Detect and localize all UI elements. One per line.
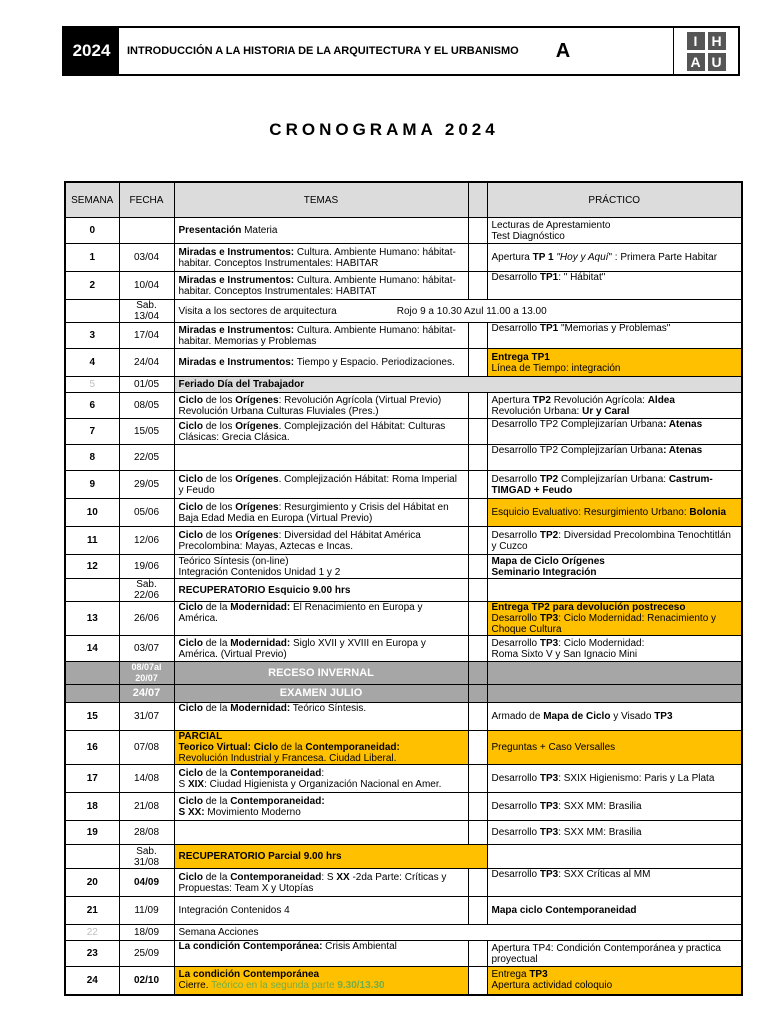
practice-cell: Armado de Mapa de Ciclo y Visado TP3	[487, 703, 742, 731]
topic-cell: Semana Acciones	[174, 925, 742, 941]
practice-cell: Desarrollo TP3: SXX MM: Brasilia	[487, 821, 742, 845]
week-number: 22	[65, 925, 119, 941]
table-row	[65, 636, 742, 662]
week-date: 22/05	[119, 445, 174, 471]
table-row	[65, 555, 742, 579]
spacer-cell	[468, 793, 487, 821]
ihau-logo	[673, 28, 738, 74]
year-label: 2024	[64, 28, 119, 74]
week-date: 14/08	[119, 765, 174, 793]
spacer-cell	[468, 218, 487, 244]
week-number: 10	[65, 499, 119, 527]
practice-cell: Lecturas de Aprestamiento Test Diagnóstico	[487, 218, 742, 244]
week-number: 20	[65, 869, 119, 897]
topic-cell: Ciclo de la Modernidad: Teórico Síntesis.	[174, 703, 468, 731]
topic-cell: Ciclo de los Orígenes. Complejización del Hábitat: Culturas Clásicas: Grecia Clásica.	[174, 419, 468, 445]
week-number	[65, 579, 119, 602]
week-date: 07/08	[119, 731, 174, 765]
table-row	[65, 602, 742, 636]
topic-cell: La condición Contemporánea Cierre. Teórico en la segunda parte 9.30/13.30	[174, 967, 468, 995]
week-date: Sab. 13/04	[119, 300, 174, 323]
table-row	[65, 685, 742, 703]
week-date: 21/08	[119, 793, 174, 821]
week-date: 03/04	[119, 244, 174, 272]
practice-cell: Desarrollo TP2 Complejizarían Urbana: Atenas	[487, 419, 742, 445]
week-number: 2	[65, 272, 119, 300]
spacer-cell	[468, 869, 487, 897]
practice-cell: Desarrollo TP3: Ciclo Modernidad: Roma Sixto V y San Ignacio Mini	[487, 636, 742, 662]
week-number: 13	[65, 602, 119, 636]
spacer-cell	[468, 731, 487, 765]
practice-cell	[487, 662, 742, 685]
practice-cell	[487, 685, 742, 703]
week-number: 3	[65, 323, 119, 349]
document-title: CRONOGRAMA 2024	[269, 120, 499, 139]
spacer-cell	[468, 555, 487, 579]
spacer-cell	[468, 445, 487, 471]
week-number: 12	[65, 555, 119, 579]
topic-cell: Teórico Síntesis (on-line) Integración Contenidos Unidad 1 y 2	[174, 555, 468, 579]
week-number: 11	[65, 527, 119, 555]
spacer-cell	[468, 821, 487, 845]
spacer-cell	[468, 765, 487, 793]
spacer-cell	[468, 527, 487, 555]
table-row	[65, 419, 742, 445]
spacer-cell	[468, 703, 487, 731]
schedule-table	[64, 181, 743, 996]
header-fecha: FECHA	[119, 182, 174, 218]
week-date: 12/06	[119, 527, 174, 555]
practice-cell: Apertura TP 1 "Hoy y Aquí" : Primera Parte Habitar	[487, 244, 742, 272]
week-number: 1	[65, 244, 119, 272]
week-date: 24/07	[119, 685, 174, 703]
topic-cell: Ciclo de la Contemporaneidad: S XX -2da Parte: Críticas y Propuestas: Team X y Utopías	[174, 869, 468, 897]
topic-cell: Miradas e Instrumentos: Tiempo y Espacio. Periodizaciones.	[174, 349, 468, 377]
spacer-cell	[468, 323, 487, 349]
week-number: 24	[65, 967, 119, 995]
topic-cell: Miradas e Instrumentos: Cultura. Ambiente Humano: hábitat-habitar. Memorias y Problemas	[174, 323, 468, 349]
week-date: 05/06	[119, 499, 174, 527]
spacer-cell	[468, 685, 487, 703]
week-number	[65, 845, 119, 869]
topic-cell: Ciclo de la Modernidad: Siglo XVII y XVIII en Europa y América. (Virtual Previo)	[174, 636, 468, 662]
section-letter: A	[555, 39, 571, 62]
practice-cell: Desarrollo TP1: " Hábitat"	[487, 272, 742, 300]
topic-cell: Ciclo de los Orígenes. Complejización Hábitat: Roma Imperial y Feudo	[174, 471, 468, 499]
topic-cell: EXAMEN JULIO	[174, 685, 468, 703]
week-number: 18	[65, 793, 119, 821]
week-date: 26/06	[119, 602, 174, 636]
week-number: 17	[65, 765, 119, 793]
table-row	[65, 941, 742, 967]
week-date: 03/07	[119, 636, 174, 662]
practice-cell: Mapa ciclo Contemporaneidad	[487, 897, 742, 925]
spacer-cell	[468, 393, 487, 419]
week-date: 01/05	[119, 377, 174, 393]
topic-cell: Feriado Día del Trabajador	[174, 377, 742, 393]
table-row	[65, 821, 742, 845]
topic-cell: RECESO INVERNAL	[174, 662, 468, 685]
week-date: 17/04	[119, 323, 174, 349]
table-row	[65, 579, 742, 602]
week-date: 02/10	[119, 967, 174, 995]
week-number	[65, 685, 119, 703]
practice-cell: Esquicio Evaluativo: Resurgimiento Urbano: Bolonia	[487, 499, 742, 527]
topic-cell: RECUPERATORIO Esquicio 9.00 hrs	[174, 579, 468, 602]
week-date: 11/09	[119, 897, 174, 925]
topic-cell: Ciclo de los Orígenes: Revolución Agrícola (Virtual Previo) Revolución Urbana Culturas Fluviales (Pres.)	[174, 393, 468, 419]
spacer-cell	[468, 602, 487, 636]
spacer-cell	[468, 272, 487, 300]
week-date: 04/09	[119, 869, 174, 897]
spacer-cell	[468, 419, 487, 445]
week-number: 14	[65, 636, 119, 662]
practice-cell: Mapa de Ciclo Orígenes Seminario Integración	[487, 555, 742, 579]
week-date: Sab. 22/06	[119, 579, 174, 602]
topic-cell: Ciclo de la Contemporaneidad: S XIX: Ciudad Higienista y Organización Nacional en Amer.	[174, 765, 468, 793]
logo-letter-u: U	[708, 53, 726, 71]
topic-cell: Integración Contenidos 4	[174, 897, 468, 925]
table-row	[65, 662, 742, 685]
spacer-cell	[468, 941, 487, 967]
week-date: 19/06	[119, 555, 174, 579]
table-header-row	[65, 182, 742, 218]
table-row	[65, 471, 742, 499]
week-number: 5	[65, 377, 119, 393]
topic-cell: Ciclo de los Orígenes: Diversidad del Hábitat América Precolombina: Mayas, Aztecas e Incas.	[174, 527, 468, 555]
week-number: 23	[65, 941, 119, 967]
week-date: 31/07	[119, 703, 174, 731]
table-row	[65, 377, 742, 393]
practice-cell: Apertura TP4: Condición Contemporánea y practica proyectual	[487, 941, 742, 967]
page-header	[62, 26, 740, 76]
spacer-cell	[468, 499, 487, 527]
practice-cell: Desarrollo TP3: SXX Críticas al MM	[487, 869, 742, 897]
topic-cell: Miradas e Instrumentos: Cultura. Ambiente Humano: hábitat-habitar. Conceptos Instrumentales: HABITAT	[174, 272, 468, 300]
header-temas: TEMAS	[174, 182, 468, 218]
week-date: 10/04	[119, 272, 174, 300]
table-row	[65, 244, 742, 272]
table-row	[65, 967, 742, 995]
table-row	[65, 499, 742, 527]
week-number: 6	[65, 393, 119, 419]
topic-cell: Ciclo de los Orígenes: Resurgimiento y Crisis del Hábitat en Baja Edad Media en Europa (Virtual Previo)	[174, 499, 468, 527]
practice-cell: Desarrollo TP2 Complejizarían Urbana: Atenas	[487, 445, 742, 471]
logo-letter-i: I	[687, 32, 705, 50]
topic-cell: RECUPERATORIO Parcial 9.00 hrs	[174, 845, 487, 869]
practice-cell: Entrega TP3 Apertura actividad coloquio	[487, 967, 742, 995]
table-row	[65, 845, 742, 869]
week-date: 29/05	[119, 471, 174, 499]
spacer-cell	[468, 897, 487, 925]
topic-cell: Ciclo de la Contemporaneidad: S XX: Movimiento Moderno	[174, 793, 468, 821]
practice-cell: Desarrollo TP2: Diversidad Precolombina Tenochtitlán y Cuzco	[487, 527, 742, 555]
logo-letter-a: A	[687, 53, 705, 71]
week-number: 9	[65, 471, 119, 499]
table-row	[65, 765, 742, 793]
spacer-cell	[468, 579, 487, 602]
week-number: 15	[65, 703, 119, 731]
table-row	[65, 731, 742, 765]
topic-cell	[174, 445, 468, 471]
topic-cell: Ciclo de la Modernidad: El Renacimiento en Europa y América.	[174, 602, 468, 636]
week-date	[119, 218, 174, 244]
table-row	[65, 300, 742, 323]
table-row	[65, 897, 742, 925]
spacer-cell	[468, 349, 487, 377]
week-date: 28/08	[119, 821, 174, 845]
week-number: 21	[65, 897, 119, 925]
practice-cell: Entrega TP2 para devolución postreceso Desarrollo TP3: Ciclo Modernidad: Renacimiento y Choque Cultura	[487, 602, 742, 636]
table-row	[65, 445, 742, 471]
week-number: 8	[65, 445, 119, 471]
practice-cell: Apertura TP2 Revolución Agrícola: Aldea Revolución Urbana: Ur y Caral	[487, 393, 742, 419]
practice-cell: Desarrollo TP1 "Memorias y Problemas"	[487, 323, 742, 349]
practice-cell: Entrega TP1 Línea de Tiempo: integración	[487, 349, 742, 377]
practice-cell: Desarrollo TP3: SXX MM: Brasilia	[487, 793, 742, 821]
table-row	[65, 703, 742, 731]
week-number: 0	[65, 218, 119, 244]
table-row	[65, 527, 742, 555]
week-date: 15/05	[119, 419, 174, 445]
practice-cell: Desarrollo TP2 Complejizarían Urbana: Castrum-TIMGAD + Feudo	[487, 471, 742, 499]
topic-cell: PARCIAL Teorico Virtual: Ciclo de la Contemporaneidad: Revolución Industrial y Francesa. Ciudad Liberal.	[174, 731, 468, 765]
spacer-cell	[468, 662, 487, 685]
week-number	[65, 662, 119, 685]
spacer-cell	[468, 471, 487, 499]
course-title: INTRODUCCIÓN A LA HISTORIA DE LA ARQUITECTURA Y EL URBANISMO	[127, 45, 519, 57]
week-date: 18/09	[119, 925, 174, 941]
week-date: 08/07al 20/07	[119, 662, 174, 685]
week-number: 19	[65, 821, 119, 845]
week-number: 7	[65, 419, 119, 445]
practice-cell: Preguntas + Caso Versalles	[487, 731, 742, 765]
practice-cell	[487, 579, 742, 602]
table-row	[65, 793, 742, 821]
practice-cell	[487, 845, 742, 869]
table-row	[65, 323, 742, 349]
table-row	[65, 218, 742, 244]
week-number: 16	[65, 731, 119, 765]
spacer-cell	[468, 636, 487, 662]
header-practico: PRÁCTICO	[487, 182, 742, 218]
table-row	[65, 869, 742, 897]
logo-letter-h: H	[708, 32, 726, 50]
topic-cell: Visita a los sectores de arquitectura Rojo 9 a 10.30 Azul 11.00 a 13.00	[174, 300, 742, 323]
header-spacer	[468, 182, 487, 218]
week-date: 24/04	[119, 349, 174, 377]
table-row	[65, 925, 742, 941]
week-date: 08/05	[119, 393, 174, 419]
topic-cell: Miradas e Instrumentos: Cultura. Ambiente Humano: hábitat-habitar. Conceptos Instrumentales: HABITAR	[174, 244, 468, 272]
week-date: 25/09	[119, 941, 174, 967]
week-number	[65, 300, 119, 323]
spacer-cell	[468, 967, 487, 995]
spacer-cell	[468, 244, 487, 272]
table-row	[65, 393, 742, 419]
topic-cell: La condición Contemporánea: Crisis Ambiental	[174, 941, 468, 967]
week-date: Sab. 31/08	[119, 845, 174, 869]
header-semana: SEMANA	[65, 182, 119, 218]
week-number: 4	[65, 349, 119, 377]
practice-cell: Desarrollo TP3: SXIX Higienismo: Paris y La Plata	[487, 765, 742, 793]
topic-cell: Presentación Materia	[174, 218, 468, 244]
table-row	[65, 272, 742, 300]
table-row	[65, 349, 742, 377]
topic-cell	[174, 821, 468, 845]
